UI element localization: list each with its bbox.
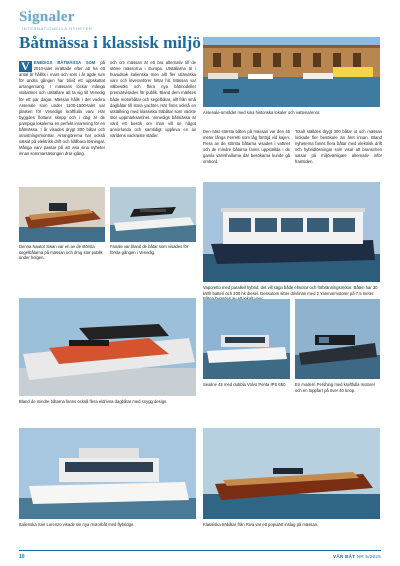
page-number: 10 xyxy=(19,554,25,560)
caption-nautor: Denna Nautor Swan var en av de största segelbåtarna på mässan och drog stor publik under helgen. xyxy=(19,244,103,261)
photo-arsenale xyxy=(203,37,380,107)
drop-cap: V xyxy=(21,59,30,73)
body-column-2: och om mässan är ett bra alternativ till de större mässorna i Europa. Utställarna är i huvudsak italienska men allt fler utländska varv och leverantörer hittar hit. Mässan var välbesökt och flera nya båtmodeller premiärvisades för publik. Bland dem märktes både motorbåtar och segelbåtar, allt från små dagbåtar till stora yachter. Här finns också en utställning med klassiska träbåtar som väckte stor uppmärksamhet. Venedigs båtmässa är värd ett besök om man vill se något annorlunda och samtidigt uppleva en av världens vackraste städer. xyxy=(110,60,196,139)
body-column-4: Totalt ställdes drygt 300 båtar ut och mässan lockade fler besökare än året innan. Bland nyheterna fanns flera båtar med elektrisk drift och hybridlösningar som visar att branschen satsar på miljövänligare alternativ inför framtiden. xyxy=(295,129,382,165)
photo-fanale xyxy=(110,187,196,242)
caption-sealine: Sealine 45 med dubbla Volvo Penta IPS 650. xyxy=(203,382,287,387)
body-column-3: Den näst största båten på mässan var den 45 meter långa Ferretti som låg förtöjd vid kajen. Flera av de största båtarna visades i vattnet och de mindre båtarna fanns uppställda i de gamla varvshallarna där besökarna kunde gå ombord. xyxy=(203,129,290,165)
photo-nautor xyxy=(19,187,105,242)
photo-red-tender xyxy=(19,298,196,396)
caption-pershing: En modern Pershing med kraftfulla motorer och en toppfart på över 40 knop. xyxy=(295,382,376,393)
caption-riva: Klassiska träbåtar från Riva var ett populärt inslag på mässan. xyxy=(203,522,319,527)
section-logo-subtitle: INTERNATIONELLA NYHETER xyxy=(22,26,93,31)
photo-lake-boat xyxy=(19,428,196,519)
caption-lake-boat: Italienska San Lorenzo visade sin nya motorbåt med flybridge. xyxy=(19,522,135,527)
body-column-1-text: på 2010-talet inrättade efter att ha ett antal år hållits i mars och som i år ägde rum för andra gången har blivit ett uppskattat arrangemang. I mässans lockar många visitatörer och utställare att ta sig till Venedig för ett par dagar. Mässan hålls i det vackra Arsenale som under 1100-1500-talet var platsen för Venedigs kraftfulla varv. Här byggdes flottans skepp och i dag är de pampiga lokalerna en perfekt inramning för en båtmässa. I år visades drygt 300 båtar och utrustningsmontrar. Arrangörerna har också satsat på elektrisk drift och hållbara lösningar. Många varv passar på att visa sina nyheter innan sommarsäsongen drar igång. xyxy=(19,60,105,157)
footer-rule xyxy=(19,550,381,551)
photo-riva xyxy=(203,428,380,519)
caption-vaporetto: Vaporetto med parallell hybrid, det vill säga både elmotor och förbränningsmotor. Båten har 30 kWh batteri och 200 hk diesel. Dessutom sitter drivlinan med 2 Yanmarmotorer på 7,5 meter. xyxy=(203,285,378,296)
footer-magazine xyxy=(333,554,381,559)
photo-vaporetto xyxy=(203,182,380,282)
page-footer xyxy=(0,550,400,566)
photo-sealine xyxy=(203,299,290,379)
caption-fanale: Fanale var bland de båtar som visades för första gången i Venedig. xyxy=(110,244,189,255)
issue-number: NR 5/2025 xyxy=(356,554,381,559)
lead-in: ENEDIGS BÅTMÄSSA SOM xyxy=(33,60,96,65)
section-logo-text: Signaler xyxy=(19,9,75,25)
caption-arsenale: Arsenale-området med sina historiska lokaler och vattenarenor. xyxy=(203,110,321,115)
caption-red-tender: Bland de mindre båtarna fanns också flera eldrivna dagbåtar med snygg design. xyxy=(19,399,168,404)
article-headline: Båtmässa i klassisk miljö xyxy=(19,33,201,52)
magazine-name: VÅR BÅT xyxy=(333,554,356,559)
photo-pershing xyxy=(295,299,380,379)
